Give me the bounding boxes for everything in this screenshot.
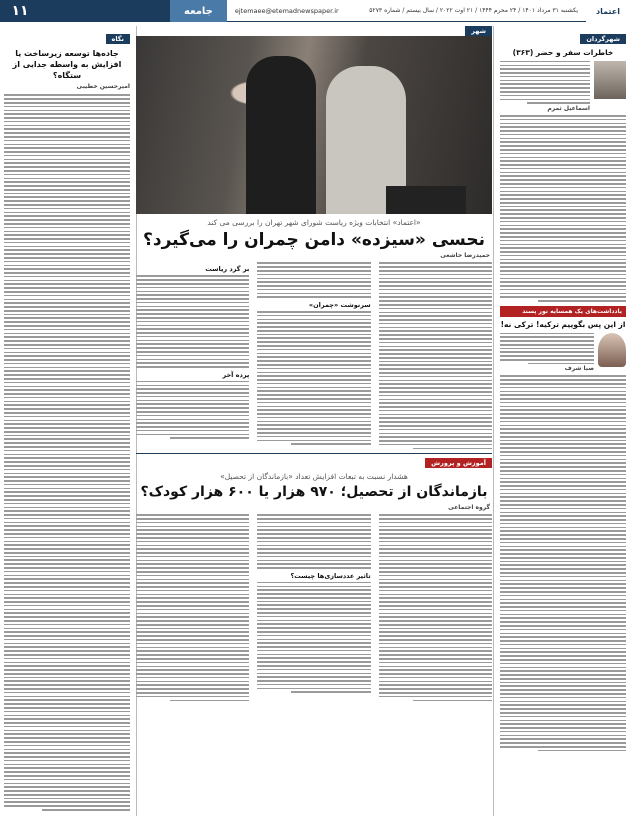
story-headline: بازماندگان از تحصیل؛ ۹۷۰ هزار یا ۶۰۰ هزار کودک؟ <box>140 484 488 501</box>
left-column <box>0 26 134 816</box>
body-text <box>136 381 249 439</box>
story-headline: نحسی «سیزده» دامن چمران را می‌گیرد؟ <box>143 230 485 250</box>
column-tag: نگاه <box>106 34 131 44</box>
body-text <box>136 514 249 701</box>
story-body <box>136 262 492 449</box>
right-column <box>496 26 630 816</box>
story-divider <box>136 453 492 454</box>
photo-person <box>246 56 316 214</box>
story-byline: گروه اجتماعی <box>448 504 490 512</box>
header-date: یکشنبه ۳۱ مرداد ۱۴۰۱ / ۲۴ محرم ۱۴۴۴ / ۲۱ اوت ۲۰۲۲ / سال بیستم / شماره ۵۲۷۳ <box>369 7 578 14</box>
story-subhead: بر گرد ریاست <box>205 265 250 274</box>
author-block <box>500 61 626 112</box>
body-text <box>4 94 130 810</box>
body-text <box>379 514 492 701</box>
column-divider <box>493 26 494 816</box>
body-text <box>500 61 590 104</box>
story-subhead: پرده آخر <box>222 370 250 379</box>
body-text <box>500 115 626 302</box>
body-text <box>257 514 370 569</box>
author-photo <box>594 61 626 99</box>
body-text <box>257 582 370 693</box>
body-text <box>379 262 492 449</box>
story-body <box>136 514 492 701</box>
masthead-logo: اعتماد <box>596 6 620 16</box>
story-tag: شهر <box>465 26 492 36</box>
author-block-2 <box>500 333 626 373</box>
story-tag: آموزش و پرورش <box>425 458 492 468</box>
body-text <box>500 333 594 365</box>
body-text <box>500 375 626 751</box>
author-photo <box>598 333 626 367</box>
story-byline: حمیدرضا خاشعی <box>440 252 490 260</box>
section-label: جامعه <box>170 0 227 22</box>
body-text <box>257 311 370 445</box>
author-name: اسماعیل ثمرم <box>547 104 590 112</box>
header-center <box>227 0 586 22</box>
body-text <box>257 262 370 298</box>
story-kicker: «اعتماد» انتخابات ویژه ریاست شورای شهر تهران را بررسی می کند <box>207 218 421 227</box>
page-number: ۱۱ <box>0 0 40 22</box>
header-sidebar-block <box>40 0 170 22</box>
header-email[interactable]: ejtemaee@etemadnewspaper.ir <box>234 6 339 15</box>
section-bar: یادداشت‌های یک همسایه نور پسند <box>500 306 626 317</box>
story-subhead: تاثیر عددسازی‌ها چیست؟ <box>290 571 371 580</box>
body-text <box>136 275 249 367</box>
author-name: امیرحسین خطیبی <box>76 83 130 91</box>
story-kicker: هشدار نسبت به تبعات افزایش تعداد «بازماندگان از تحصیل» <box>220 472 408 482</box>
author-name: صبا شرف <box>564 365 594 373</box>
story-subhead: سرنوشت «چمران» <box>308 301 371 310</box>
photo-desk <box>386 186 466 214</box>
column-title: جاده‌ها توسعه زیرساخت یا افزایش به واسطه جدایی از ستگاه؟ <box>12 49 122 80</box>
main-story <box>136 26 492 816</box>
column-title-2: از این پس بگوییم ترکیه! ترکی نه! <box>500 319 626 329</box>
page-header <box>0 0 630 22</box>
column-tag: شهرگردان <box>580 34 626 44</box>
column-title: خاطرات سفر و حضر (۳۶۳) <box>512 48 614 57</box>
story-photo <box>136 36 492 214</box>
